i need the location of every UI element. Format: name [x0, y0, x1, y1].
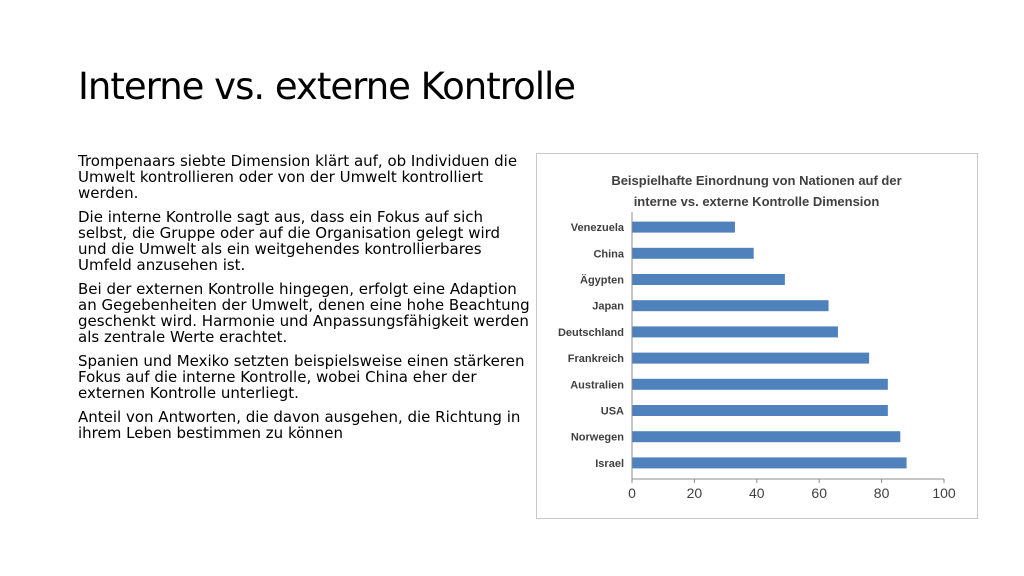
category-label: Venezuela	[570, 222, 624, 235]
bar-venezuela	[632, 222, 735, 233]
paragraph-3: Bei der externen Kontrolle hingegen, erfolgt eine Adaption an Gegebenheiten der Umwelt, denen eine hohe Beachtung geschenkt wird. Harmonie und Anpassungsfähigkeit werden als zentrale Werte erachtet.	[78, 280, 530, 346]
chart-frame	[536, 153, 978, 519]
x-tick-label: 80	[873, 485, 890, 501]
chart-title-line: interne vs. externe Kontrolle Dimension	[633, 194, 880, 209]
bar-japan	[632, 300, 829, 311]
body-text	[78, 153, 530, 449]
chart-title-line: Beispielhafte Einordnung von Nationen auf der	[611, 173, 902, 188]
bar-ägypten	[632, 274, 785, 285]
x-tick-label: 60	[811, 485, 827, 501]
bar-norwegen	[632, 431, 900, 442]
x-tick-label: 0	[628, 485, 636, 501]
paragraph-1: Trompenaars siebte Dimension klärt auf, ob Individuen die Umwelt kontrollieren oder von der Umwelt kontrolliert werden.	[78, 152, 518, 202]
paragraph-4: Spanien und Mexiko setzten beispielsweise einen stärkeren Fokus auf die interne Kontrolle, wobei China eher der externen Kontrolle unterliegt.	[78, 352, 525, 402]
x-tick-label: 20	[686, 485, 703, 501]
category-label: Australien	[570, 379, 624, 392]
paragraph-2: Die interne Kontrolle sagt aus, dass ein Fokus auf sich selbst, die Gruppe oder auf die Organisation gelegt wird und die Umwelt als ein weitgehendes kontrollierbares Umfeld anzusehen ist.	[78, 208, 501, 274]
bar-australien	[632, 379, 888, 390]
x-tick-label: 40	[749, 485, 765, 501]
bar-chart	[537, 154, 976, 517]
bar-china	[632, 248, 754, 259]
category-label: USA	[600, 405, 624, 418]
bar-usa	[632, 405, 888, 416]
slide-title: Interne vs. externe Kontrolle	[78, 65, 576, 108]
category-label: China	[593, 248, 624, 261]
bar-frankreich	[632, 353, 869, 364]
category-label: Japan	[592, 300, 624, 313]
paragraph-5: Anteil von Antworten, die davon ausgehen, die Richtung in ihrem Leben bestimmen zu können	[78, 408, 521, 442]
category-label: Deutschland	[557, 326, 624, 339]
bar-israel	[632, 457, 907, 468]
bar-deutschland	[632, 326, 838, 337]
category-label: Ägypten	[580, 274, 624, 287]
x-tick-label: 100	[932, 485, 956, 501]
category-label: Frankreich	[567, 353, 624, 366]
category-label: Israel	[595, 457, 624, 470]
category-label: Norwegen	[570, 431, 624, 444]
